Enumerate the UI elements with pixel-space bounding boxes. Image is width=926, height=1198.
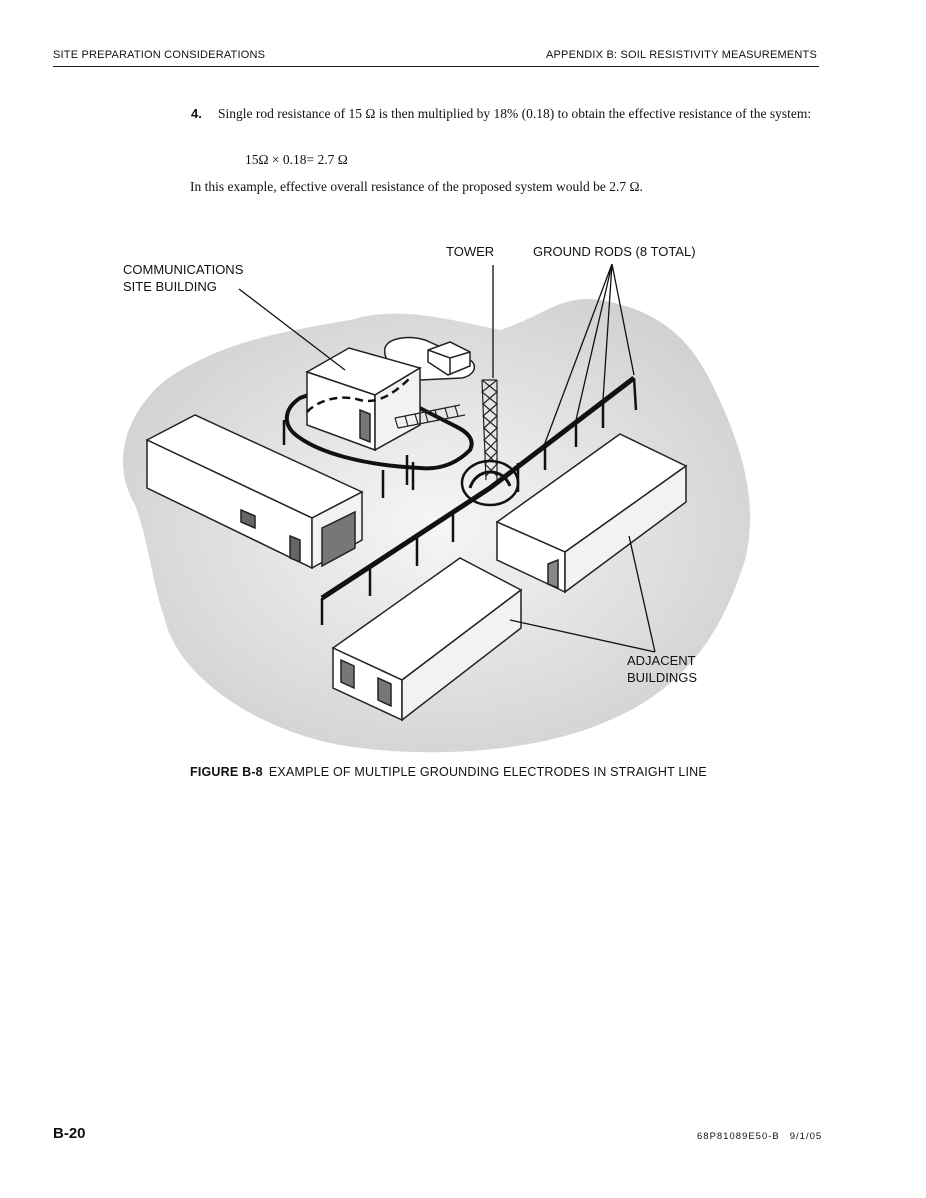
label-comm-building-2: SITE BUILDING <box>123 279 217 294</box>
doc-date: 9/1/05 <box>789 1131 823 1142</box>
page-number: B-20 <box>53 1125 86 1142</box>
figure-title: EXAMPLE OF MULTIPLE GROUNDING ELECTRODES IN STRAIGHT LINE <box>268 765 707 779</box>
figure-number: FIGURE B-8 <box>190 765 263 779</box>
grounding-figure <box>100 230 780 755</box>
label-comm-building-1: COMMUNICATIONS <box>123 262 244 277</box>
step-number: 4. <box>191 106 202 121</box>
equation: 15Ω × 0.18= 2.7 Ω <box>245 152 348 167</box>
footer-doc-info <box>697 1131 822 1142</box>
step-text: Single rod resistance of 15 Ω is then multiplied by 18% (0.18) to obtain the effective resistance of the system: <box>218 106 812 121</box>
label-tower: TOWER <box>446 244 495 259</box>
doc-id: 68P81089E50-B <box>697 1131 780 1142</box>
running-header-right: APPENDIX B: SOIL RESISTIVITY MEASUREMENTS <box>545 49 817 61</box>
example-paragraph: In this example, effective overall resistance of the proposed system would be 2.7 Ω. <box>190 179 643 194</box>
header-rule <box>53 66 819 67</box>
running-header-left: SITE PREPARATION CONSIDERATIONS <box>53 49 266 61</box>
label-adjacent-2: BUILDINGS <box>627 670 698 685</box>
figure-caption <box>190 765 707 779</box>
label-adjacent-1: ADJACENT <box>627 653 696 668</box>
label-ground-rods: GROUND RODS (8 TOTAL) <box>533 244 696 259</box>
